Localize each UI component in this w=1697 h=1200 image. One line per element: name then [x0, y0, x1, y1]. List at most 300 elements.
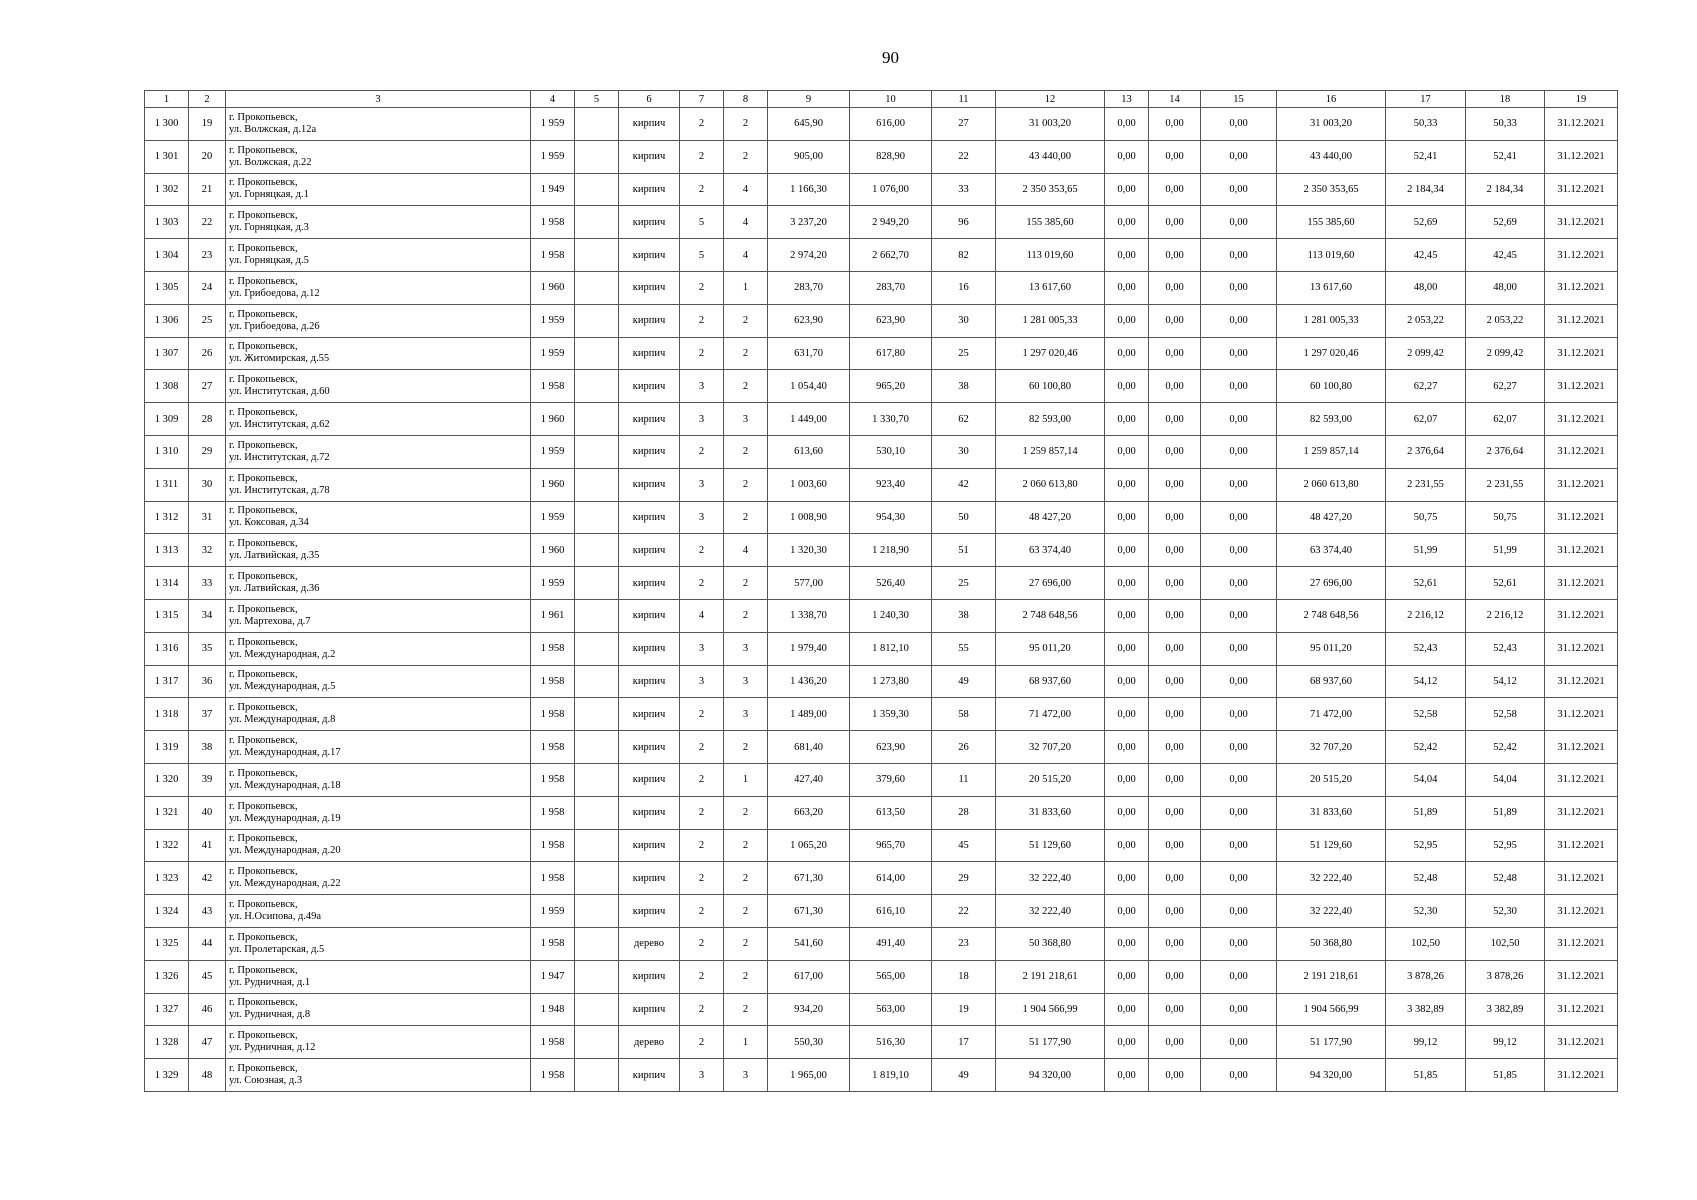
cell-col-8: 2	[724, 501, 768, 534]
cell-col-2: 20	[189, 140, 226, 173]
cell-col-13: 0,00	[1105, 501, 1149, 534]
cell-col-19: 31.12.2021	[1545, 501, 1618, 534]
cell-col-12: 32 707,20	[996, 731, 1105, 764]
cell-col-14: 0,00	[1149, 370, 1201, 403]
cell-col-14: 0,00	[1149, 501, 1201, 534]
table-row	[145, 140, 1618, 173]
cell-col-4: 1 959	[531, 304, 575, 337]
cell-col-12: 1 297 020,46	[996, 337, 1105, 370]
cell-col-17: 51,85	[1386, 1059, 1466, 1092]
cell-col-14: 0,00	[1149, 1059, 1201, 1092]
cell-col-1: 1 320	[145, 763, 189, 796]
cell-col-17: 52,95	[1386, 829, 1466, 862]
address-city: г. Прокопьевск,	[229, 538, 298, 550]
cell-col-12: 82 593,00	[996, 403, 1105, 436]
column-header-1: 1	[145, 91, 189, 108]
cell-col-5	[575, 1059, 619, 1092]
cell-col-10: 530,10	[850, 435, 932, 468]
cell-col-10: 965,70	[850, 829, 932, 862]
address-cell	[226, 501, 531, 534]
cell-col-15: 0,00	[1201, 140, 1277, 173]
address-city: г. Прокопьевск,	[229, 636, 298, 648]
cell-col-11: 38	[932, 370, 996, 403]
cell-col-13: 0,00	[1105, 108, 1149, 141]
cell-col-1: 1 319	[145, 731, 189, 764]
cell-col-12: 32 222,40	[996, 895, 1105, 928]
address-city: г. Прокопьевск,	[229, 439, 298, 451]
cell-col-2: 22	[189, 206, 226, 239]
cell-col-12: 95 011,20	[996, 632, 1105, 665]
cell-col-17: 52,48	[1386, 862, 1466, 895]
cell-col-12: 1 904 566,99	[996, 993, 1105, 1026]
cell-col-5	[575, 567, 619, 600]
cell-col-11: 51	[932, 534, 996, 567]
address-city: г. Прокопьевск,	[229, 571, 298, 583]
cell-col-4: 1 947	[531, 960, 575, 993]
cell-col-16: 20 515,20	[1277, 763, 1386, 796]
cell-col-8: 2	[724, 599, 768, 632]
cell-col-8: 2	[724, 567, 768, 600]
cell-col-11: 22	[932, 140, 996, 173]
cell-col-15: 0,00	[1201, 337, 1277, 370]
column-header-15: 15	[1201, 91, 1277, 108]
cell-col-11: 96	[932, 206, 996, 239]
cell-col-1: 1 313	[145, 534, 189, 567]
cell-col-17: 99,12	[1386, 1026, 1466, 1059]
cell-col-1: 1 309	[145, 403, 189, 436]
cell-col-6: кирпич	[619, 829, 680, 862]
cell-col-19: 31.12.2021	[1545, 534, 1618, 567]
table-row	[145, 304, 1618, 337]
cell-col-8: 2	[724, 140, 768, 173]
cell-col-16: 51 129,60	[1277, 829, 1386, 862]
table-row	[145, 534, 1618, 567]
address-city: г. Прокопьевск,	[229, 669, 298, 681]
cell-col-5	[575, 796, 619, 829]
cell-col-5	[575, 895, 619, 928]
address-cell	[226, 173, 531, 206]
cell-col-17: 51,99	[1386, 534, 1466, 567]
cell-col-19: 31.12.2021	[1545, 599, 1618, 632]
cell-col-17: 2 053,22	[1386, 304, 1466, 337]
column-header-18: 18	[1466, 91, 1545, 108]
cell-col-1: 1 322	[145, 829, 189, 862]
address-cell	[226, 567, 531, 600]
cell-col-8: 3	[724, 1059, 768, 1092]
cell-col-15: 0,00	[1201, 567, 1277, 600]
cell-col-9: 1 965,00	[768, 1059, 850, 1092]
cell-col-10: 1 076,00	[850, 173, 932, 206]
cell-col-11: 50	[932, 501, 996, 534]
cell-col-17: 102,50	[1386, 927, 1466, 960]
cell-col-11: 45	[932, 829, 996, 862]
cell-col-19: 31.12.2021	[1545, 698, 1618, 731]
cell-col-1: 1 327	[145, 993, 189, 1026]
cell-col-4: 1 959	[531, 895, 575, 928]
cell-col-1: 1 312	[145, 501, 189, 534]
cell-col-18: 2 376,64	[1466, 435, 1545, 468]
cell-col-8: 2	[724, 108, 768, 141]
cell-col-6: кирпич	[619, 534, 680, 567]
cell-col-1: 1 329	[145, 1059, 189, 1092]
cell-col-7: 2	[680, 534, 724, 567]
cell-col-10: 2 662,70	[850, 239, 932, 272]
cell-col-6: кирпич	[619, 796, 680, 829]
cell-col-19: 31.12.2021	[1545, 665, 1618, 698]
table-row	[145, 796, 1618, 829]
cell-col-13: 0,00	[1105, 960, 1149, 993]
cell-col-13: 0,00	[1105, 993, 1149, 1026]
cell-col-11: 29	[932, 862, 996, 895]
cell-col-10: 2 949,20	[850, 206, 932, 239]
cell-col-8: 2	[724, 337, 768, 370]
cell-col-17: 52,41	[1386, 140, 1466, 173]
cell-col-10: 526,40	[850, 567, 932, 600]
address-street: ул. Волжская, д.12а	[229, 123, 317, 135]
cell-col-9: 1 489,00	[768, 698, 850, 731]
table-row	[145, 698, 1618, 731]
cell-col-1: 1 305	[145, 271, 189, 304]
cell-col-14: 0,00	[1149, 140, 1201, 173]
cell-col-18: 52,69	[1466, 206, 1545, 239]
address-cell	[226, 1026, 531, 1059]
cell-col-12: 155 385,60	[996, 206, 1105, 239]
cell-col-12: 1 259 857,14	[996, 435, 1105, 468]
cell-col-14: 0,00	[1149, 862, 1201, 895]
cell-col-10: 1 819,10	[850, 1059, 932, 1092]
cell-col-5	[575, 173, 619, 206]
cell-col-19: 31.12.2021	[1545, 337, 1618, 370]
cell-col-18: 2 184,34	[1466, 173, 1545, 206]
cell-col-13: 0,00	[1105, 435, 1149, 468]
cell-col-12: 94 320,00	[996, 1059, 1105, 1092]
cell-col-6: кирпич	[619, 763, 680, 796]
cell-col-5	[575, 468, 619, 501]
cell-col-8: 4	[724, 173, 768, 206]
cell-col-5	[575, 206, 619, 239]
address-street: ул. Латвийская, д.36	[229, 583, 320, 595]
cell-col-11: 28	[932, 796, 996, 829]
cell-col-15: 0,00	[1201, 1059, 1277, 1092]
address-cell	[226, 862, 531, 895]
address-street: ул. Пролетарская, д.5	[229, 943, 325, 955]
address-city: г. Прокопьевск,	[229, 472, 298, 484]
cell-col-19: 31.12.2021	[1545, 271, 1618, 304]
cell-col-7: 3	[680, 632, 724, 665]
cell-col-9: 2 974,20	[768, 239, 850, 272]
cell-col-4: 1 958	[531, 698, 575, 731]
cell-col-15: 0,00	[1201, 403, 1277, 436]
cell-col-11: 82	[932, 239, 996, 272]
cell-col-5	[575, 731, 619, 764]
cell-col-10: 617,80	[850, 337, 932, 370]
cell-col-6: кирпич	[619, 239, 680, 272]
cell-col-1: 1 308	[145, 370, 189, 403]
cell-col-19: 31.12.2021	[1545, 731, 1618, 764]
cell-col-19: 31.12.2021	[1545, 370, 1618, 403]
cell-col-18: 50,75	[1466, 501, 1545, 534]
cell-col-11: 23	[932, 927, 996, 960]
cell-col-12: 51 177,90	[996, 1026, 1105, 1059]
cell-col-4: 1 958	[531, 206, 575, 239]
cell-col-13: 0,00	[1105, 599, 1149, 632]
cell-col-9: 1 436,20	[768, 665, 850, 698]
cell-col-10: 1 812,10	[850, 632, 932, 665]
address-city: г. Прокопьевск,	[229, 767, 298, 779]
cell-col-9: 1 166,30	[768, 173, 850, 206]
address-city: г. Прокопьевск,	[229, 407, 298, 419]
cell-col-11: 62	[932, 403, 996, 436]
cell-col-16: 1 297 020,46	[1277, 337, 1386, 370]
cell-col-4: 1 959	[531, 435, 575, 468]
cell-col-7: 2	[680, 337, 724, 370]
cell-col-13: 0,00	[1105, 862, 1149, 895]
cell-col-7: 2	[680, 1026, 724, 1059]
address-city: г. Прокопьевск,	[229, 308, 298, 320]
cell-col-4: 1 958	[531, 1059, 575, 1092]
cell-col-11: 25	[932, 567, 996, 600]
cell-col-10: 283,70	[850, 271, 932, 304]
cell-col-4: 1 958	[531, 731, 575, 764]
cell-col-6: кирпич	[619, 960, 680, 993]
cell-col-18: 54,04	[1466, 763, 1545, 796]
cell-col-6: кирпич	[619, 862, 680, 895]
cell-col-12: 2 060 613,80	[996, 468, 1105, 501]
cell-col-17: 51,89	[1386, 796, 1466, 829]
cell-col-11: 42	[932, 468, 996, 501]
cell-col-16: 31 003,20	[1277, 108, 1386, 141]
cell-col-15: 0,00	[1201, 501, 1277, 534]
address-city: г. Прокопьевск,	[229, 341, 298, 353]
cell-col-9: 671,30	[768, 895, 850, 928]
cell-col-15: 0,00	[1201, 370, 1277, 403]
cell-col-10: 923,40	[850, 468, 932, 501]
cell-col-18: 52,42	[1466, 731, 1545, 764]
address-city: г. Прокопьевск,	[229, 1030, 298, 1042]
cell-col-16: 2 191 218,61	[1277, 960, 1386, 993]
cell-col-2: 27	[189, 370, 226, 403]
cell-col-6: кирпич	[619, 337, 680, 370]
cell-col-9: 541,60	[768, 927, 850, 960]
cell-col-14: 0,00	[1149, 435, 1201, 468]
cell-col-16: 32 222,40	[1277, 862, 1386, 895]
cell-col-15: 0,00	[1201, 895, 1277, 928]
cell-col-1: 1 310	[145, 435, 189, 468]
cell-col-2: 23	[189, 239, 226, 272]
page-number: 90	[882, 48, 899, 67]
cell-col-15: 0,00	[1201, 829, 1277, 862]
cell-col-18: 2 231,55	[1466, 468, 1545, 501]
address-street: ул. Международная, д.19	[229, 812, 341, 824]
cell-col-10: 1 273,80	[850, 665, 932, 698]
cell-col-16: 50 368,80	[1277, 927, 1386, 960]
cell-col-6: кирпич	[619, 1059, 680, 1092]
cell-col-13: 0,00	[1105, 698, 1149, 731]
cell-col-16: 1 281 005,33	[1277, 304, 1386, 337]
cell-col-6: кирпич	[619, 304, 680, 337]
cell-col-12: 20 515,20	[996, 763, 1105, 796]
cell-col-1: 1 304	[145, 239, 189, 272]
cell-col-17: 2 216,12	[1386, 599, 1466, 632]
cell-col-6: кирпич	[619, 665, 680, 698]
cell-col-18: 102,50	[1466, 927, 1545, 960]
address-cell	[226, 632, 531, 665]
address-street: ул. Институтская, д.78	[229, 484, 330, 496]
cell-col-5	[575, 993, 619, 1026]
cell-col-6: кирпич	[619, 206, 680, 239]
table-row	[145, 108, 1618, 141]
cell-col-7: 2	[680, 173, 724, 206]
table-row	[145, 173, 1618, 206]
cell-col-18: 62,07	[1466, 403, 1545, 436]
cell-col-14: 0,00	[1149, 993, 1201, 1026]
cell-col-8: 4	[724, 534, 768, 567]
cell-col-9: 671,30	[768, 862, 850, 895]
cell-col-9: 631,70	[768, 337, 850, 370]
cell-col-10: 563,00	[850, 993, 932, 1026]
table-row	[145, 271, 1618, 304]
cell-col-14: 0,00	[1149, 337, 1201, 370]
cell-col-2: 32	[189, 534, 226, 567]
cell-col-10: 491,40	[850, 927, 932, 960]
cell-col-19: 31.12.2021	[1545, 960, 1618, 993]
cell-col-5	[575, 763, 619, 796]
cell-col-18: 2 216,12	[1466, 599, 1545, 632]
cell-col-4: 1 958	[531, 665, 575, 698]
cell-col-7: 2	[680, 993, 724, 1026]
column-header-10: 10	[850, 91, 932, 108]
address-street: ул. Горняцкая, д.3	[229, 222, 309, 234]
cell-col-2: 26	[189, 337, 226, 370]
cell-col-12: 2 191 218,61	[996, 960, 1105, 993]
cell-col-2: 45	[189, 960, 226, 993]
cell-col-4: 1 958	[531, 632, 575, 665]
cell-col-16: 1 259 857,14	[1277, 435, 1386, 468]
cell-col-5	[575, 599, 619, 632]
cell-col-10: 623,90	[850, 304, 932, 337]
address-city: г. Прокопьевск,	[229, 1063, 298, 1074]
cell-col-16: 63 374,40	[1277, 534, 1386, 567]
address-street: ул. Институтская, д.60	[229, 386, 330, 398]
cell-col-12: 13 617,60	[996, 271, 1105, 304]
table-row	[145, 960, 1618, 993]
cell-col-5	[575, 1026, 619, 1059]
cell-col-7: 3	[680, 370, 724, 403]
cell-col-1: 1 323	[145, 862, 189, 895]
cell-col-5	[575, 239, 619, 272]
table-row	[145, 927, 1618, 960]
cell-col-7: 2	[680, 796, 724, 829]
cell-col-14: 0,00	[1149, 698, 1201, 731]
cell-col-12: 2 748 648,56	[996, 599, 1105, 632]
cell-col-13: 0,00	[1105, 337, 1149, 370]
address-city: г. Прокопьевск,	[229, 964, 298, 976]
cell-col-9: 283,70	[768, 271, 850, 304]
cell-col-18: 51,85	[1466, 1059, 1545, 1092]
cell-col-13: 0,00	[1105, 567, 1149, 600]
cell-col-6: кирпич	[619, 271, 680, 304]
table-row	[145, 1026, 1618, 1059]
cell-col-8: 1	[724, 271, 768, 304]
cell-col-12: 48 427,20	[996, 501, 1105, 534]
address-cell	[226, 698, 531, 731]
cell-col-9: 623,90	[768, 304, 850, 337]
column-header-11: 11	[932, 91, 996, 108]
cell-col-19: 31.12.2021	[1545, 763, 1618, 796]
register-table	[144, 90, 1618, 1092]
cell-col-14: 0,00	[1149, 796, 1201, 829]
cell-col-16: 13 617,60	[1277, 271, 1386, 304]
address-street: ул. Житомирская, д.55	[229, 353, 330, 365]
address-city: г. Прокопьевск,	[229, 899, 298, 911]
address-street: ул. Международная, д.8	[229, 714, 336, 726]
cell-col-19: 31.12.2021	[1545, 796, 1618, 829]
address-cell	[226, 140, 531, 173]
address-street: ул. Рудничная, д.1	[229, 976, 311, 988]
cell-col-19: 31.12.2021	[1545, 468, 1618, 501]
cell-col-7: 3	[680, 501, 724, 534]
cell-col-2: 33	[189, 567, 226, 600]
cell-col-10: 516,30	[850, 1026, 932, 1059]
address-cell	[226, 304, 531, 337]
address-city: г. Прокопьевск,	[229, 144, 298, 156]
cell-col-18: 52,95	[1466, 829, 1545, 862]
cell-col-13: 0,00	[1105, 1026, 1149, 1059]
cell-col-11: 27	[932, 108, 996, 141]
cell-col-16: 27 696,00	[1277, 567, 1386, 600]
cell-col-17: 2 099,42	[1386, 337, 1466, 370]
cell-col-15: 0,00	[1201, 731, 1277, 764]
cell-col-7: 2	[680, 927, 724, 960]
cell-col-9: 681,40	[768, 731, 850, 764]
cell-col-4: 1 959	[531, 567, 575, 600]
cell-col-17: 2 376,64	[1386, 435, 1466, 468]
cell-col-17: 2 184,34	[1386, 173, 1466, 206]
cell-col-7: 3	[680, 468, 724, 501]
cell-col-9: 1 065,20	[768, 829, 850, 862]
cell-col-4: 1 959	[531, 501, 575, 534]
cell-col-12: 50 368,80	[996, 927, 1105, 960]
cell-col-7: 5	[680, 206, 724, 239]
cell-col-18: 2 053,22	[1466, 304, 1545, 337]
cell-col-5	[575, 337, 619, 370]
cell-col-14: 0,00	[1149, 665, 1201, 698]
cell-col-4: 1 961	[531, 599, 575, 632]
cell-col-7: 2	[680, 698, 724, 731]
cell-col-9: 1 338,70	[768, 599, 850, 632]
cell-col-19: 31.12.2021	[1545, 1026, 1618, 1059]
cell-col-12: 27 696,00	[996, 567, 1105, 600]
cell-col-4: 1 958	[531, 796, 575, 829]
cell-col-17: 62,07	[1386, 403, 1466, 436]
cell-col-11: 11	[932, 763, 996, 796]
address-cell	[226, 895, 531, 928]
cell-col-6: кирпич	[619, 173, 680, 206]
cell-col-7: 3	[680, 665, 724, 698]
cell-col-9: 663,20	[768, 796, 850, 829]
cell-col-5	[575, 665, 619, 698]
cell-col-15: 0,00	[1201, 534, 1277, 567]
address-city: г. Прокопьевск,	[229, 374, 298, 386]
cell-col-19: 31.12.2021	[1545, 173, 1618, 206]
cell-col-14: 0,00	[1149, 403, 1201, 436]
cell-col-14: 0,00	[1149, 304, 1201, 337]
cell-col-13: 0,00	[1105, 632, 1149, 665]
cell-col-17: 52,42	[1386, 731, 1466, 764]
cell-col-2: 37	[189, 698, 226, 731]
address-cell	[226, 403, 531, 436]
cell-col-6: кирпич	[619, 993, 680, 1026]
